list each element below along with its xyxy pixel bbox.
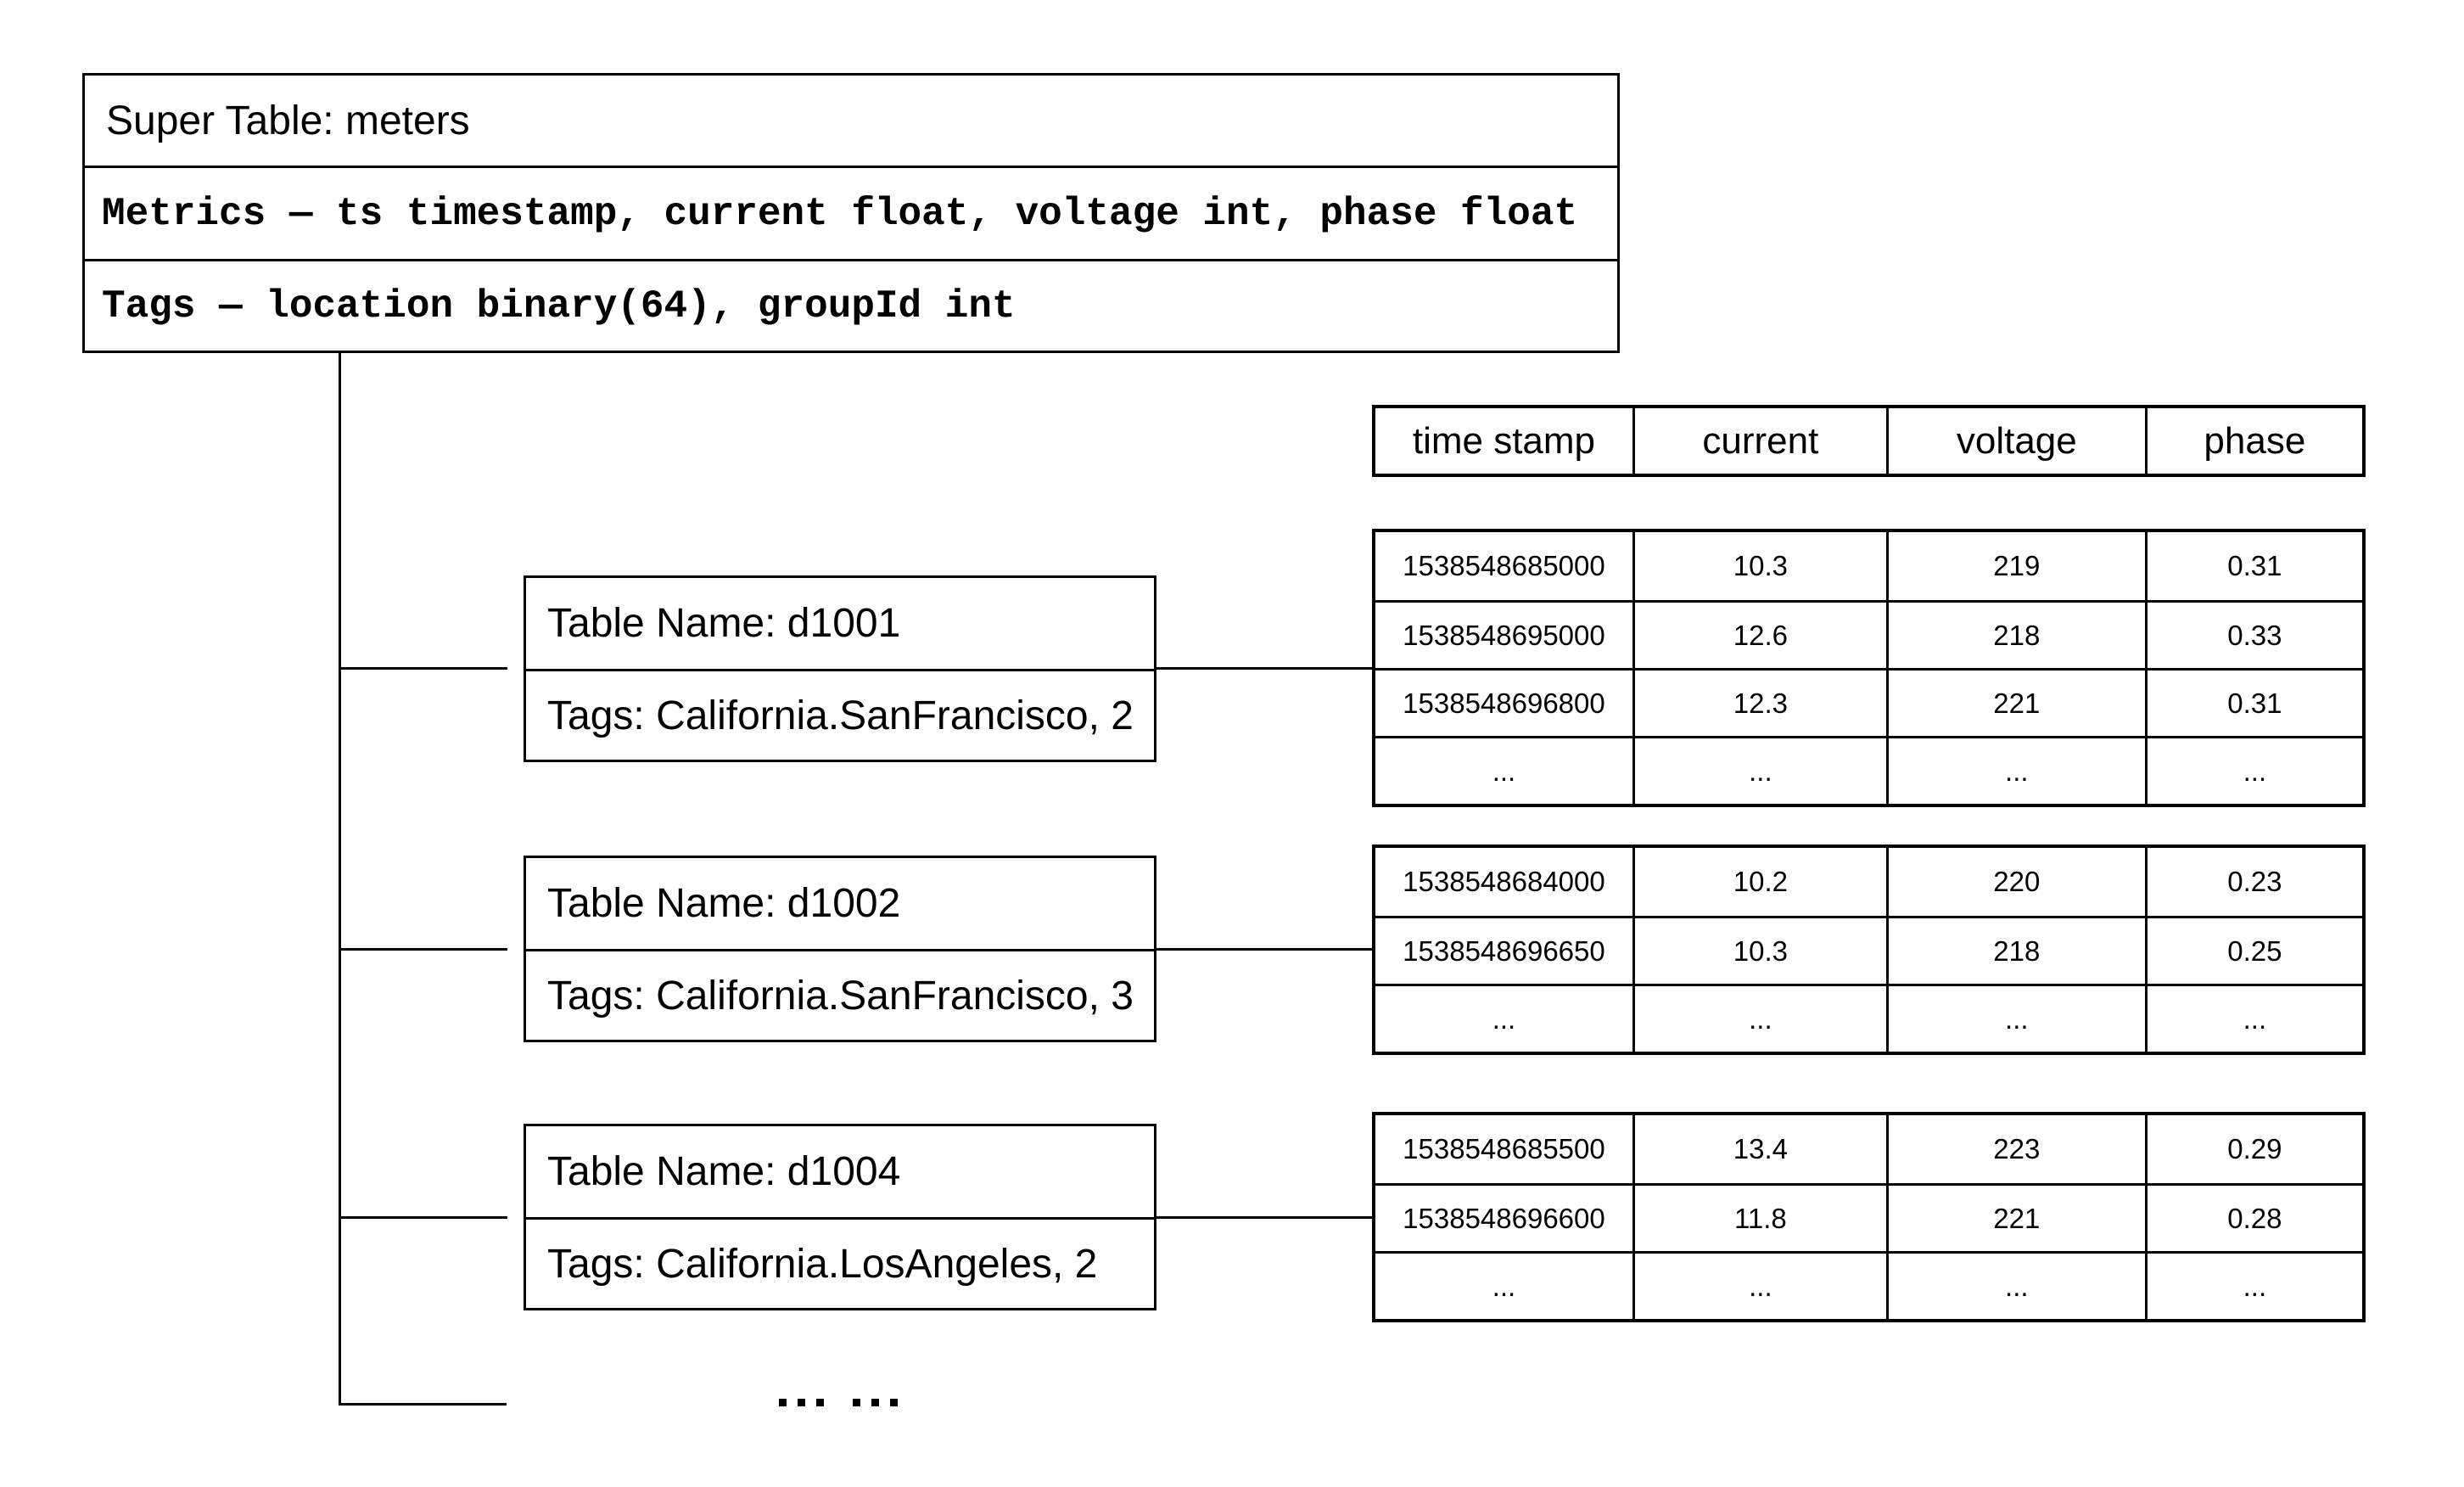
table-cell: 10.3 (1632, 916, 1886, 984)
super-table-title: Super Table: meters (106, 98, 470, 143)
child-table-tags: Tags: California.SanFrancisco, 3 (526, 949, 1154, 1040)
child-table-name: Table Name: d1001 (547, 601, 901, 646)
table-cell: 0.23 (2145, 848, 2362, 916)
ellipsis-dot (779, 1399, 787, 1406)
table-cell: 218 (1886, 916, 2145, 984)
table-cell: ... (1886, 736, 2145, 804)
table-cell: 220 (1886, 848, 2145, 916)
data-table-d1004 (1372, 1112, 2366, 1322)
table-cell: 1538548696800 (1375, 668, 1632, 736)
branch-line-d1004 (339, 1216, 507, 1219)
table-cell: ... (2145, 1251, 2362, 1319)
ellipsis-dot (890, 1399, 898, 1406)
child-table-name: Table Name: d1004 (547, 1149, 901, 1194)
table-cell: 10.2 (1632, 848, 1886, 916)
super-table-tags-row (85, 259, 1617, 351)
table-cell: 218 (1886, 600, 2145, 668)
table-cell: 0.25 (2145, 916, 2362, 984)
table-cell: ... (1632, 1251, 1886, 1319)
table-cell: 12.6 (1632, 600, 1886, 668)
table-cell: 10.3 (1632, 532, 1886, 600)
super-table-metrics: Metrics — ts timestamp, current float, voltage int, phase float (102, 191, 1578, 236)
table-cell: 13.4 (1632, 1115, 1886, 1183)
child-table-name: Table Name: d1002 (547, 881, 901, 926)
super-table-tags: Tags — location binary(64), groupId int (102, 283, 1016, 328)
table-cell: 1538548695000 (1375, 600, 1632, 668)
table-cell: 1538548696650 (1375, 916, 1632, 984)
column-header-table (1372, 405, 2366, 477)
table-cell: 0.31 (2145, 532, 2362, 600)
ellipsis-dot (798, 1399, 805, 1406)
table-cell: 1538548685000 (1403, 550, 1605, 581)
ellipsis-dot (871, 1399, 879, 1406)
table-cell: 11.8 (1632, 1183, 1886, 1251)
table-cell: 223 (1886, 1115, 2145, 1183)
child-table-box-d1001 (524, 575, 1156, 762)
header-cell-phase: phase (2145, 408, 2362, 474)
table-cell: 1538548684000 (1403, 866, 1605, 897)
table-connector-line-d1002 (1155, 948, 1372, 951)
table-cell: ... (1632, 984, 1886, 1052)
ellipsis-dot (853, 1399, 860, 1406)
table-cell: 0.33 (2145, 600, 2362, 668)
child-table-box-d1004 (524, 1124, 1156, 1310)
branch-line-d1001 (339, 667, 507, 670)
data-table-d1001 (1372, 529, 2366, 807)
data-table-d1002 (1372, 845, 2366, 1055)
table-connector-line-d1001 (1155, 667, 1372, 670)
ellipsis-dot (816, 1399, 824, 1406)
branch-line-more-tables (339, 1403, 507, 1406)
super-table-box (82, 73, 1620, 353)
table-cell: ... (2145, 984, 2362, 1052)
header-cell-time-stamp: time stamp (1412, 419, 1596, 462)
table-cell: 219 (1886, 532, 2145, 600)
table-cell: ... (1375, 736, 1632, 804)
table-cell: ... (1632, 736, 1886, 804)
child-table-box-d1002 (524, 856, 1156, 1042)
table-cell: 221 (1886, 1183, 2145, 1251)
table-cell: 0.31 (2145, 668, 2362, 736)
table-cell: ... (2145, 736, 2362, 804)
more-tables-ellipsis (779, 1399, 898, 1406)
child-table-tags: Tags: California.SanFrancisco, 2 (526, 669, 1154, 760)
ellipsis-gap (835, 1399, 842, 1406)
tree-trunk-line (339, 353, 341, 1406)
table-cell: 221 (1886, 668, 2145, 736)
table-cell: 0.28 (2145, 1183, 2362, 1251)
table-cell: ... (1886, 1251, 2145, 1319)
header-cell-voltage: voltage (1886, 408, 2145, 474)
table-cell: 0.29 (2145, 1115, 2362, 1183)
table-cell: ... (1375, 984, 1632, 1052)
table-connector-line-d1004 (1155, 1216, 1372, 1219)
table-cell: ... (1375, 1251, 1632, 1319)
table-cell: ... (1886, 984, 2145, 1052)
table-cell: 1538548696600 (1375, 1183, 1632, 1251)
super-table-metrics-row (85, 166, 1617, 259)
table-cell: 12.3 (1632, 668, 1886, 736)
branch-line-d1002 (339, 948, 507, 951)
header-cell-current: current (1632, 408, 1886, 474)
table-cell: 1538548685500 (1403, 1133, 1605, 1164)
child-table-tags: Tags: California.LosAngeles, 2 (526, 1217, 1154, 1308)
